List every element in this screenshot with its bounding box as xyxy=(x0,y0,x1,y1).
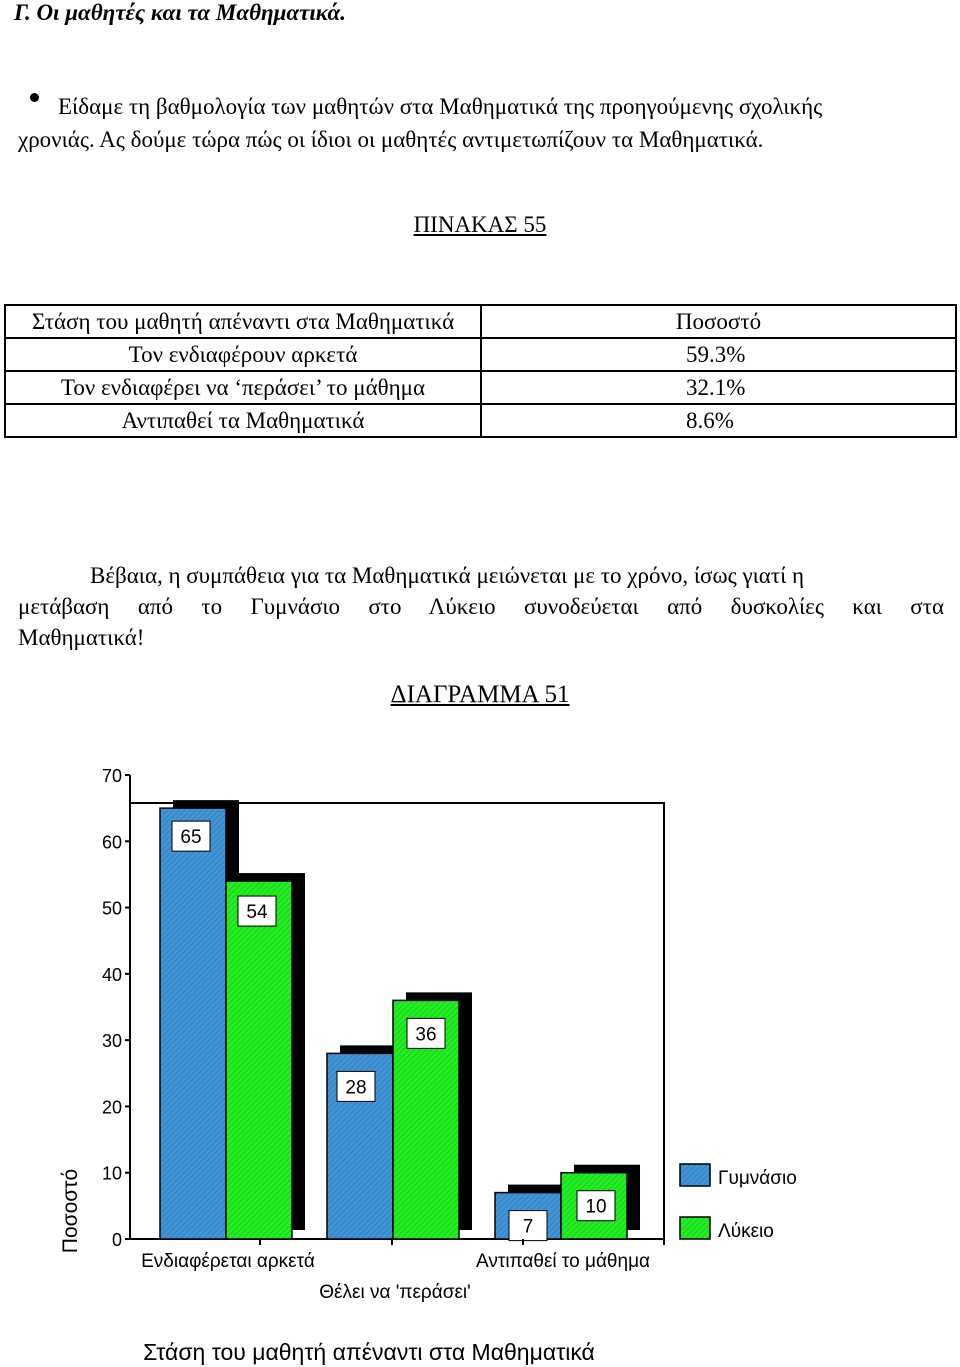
table-header-cell: Στάση του μαθητή απέναντι στα Μαθηματικά xyxy=(5,305,481,338)
data-label: 28 xyxy=(345,1077,367,1099)
para2-line-2: μετάβαση από το Γυμνάσιο στο Λύκειο συνοδεύεται από δυσκολίες και στα xyxy=(18,594,944,619)
body-paragraph xyxy=(18,560,944,653)
table-header-row xyxy=(5,305,956,338)
legend-swatch-hatch xyxy=(680,1217,710,1239)
intro-line-2: χρονιάς. Ας δούμε τώρα πώς οι ίδιοι οι μαθητές αντιμετωπίζουν τα Μαθηματικά. xyxy=(18,127,764,152)
bar-hatch xyxy=(226,881,292,1239)
data-label: 36 xyxy=(415,1024,437,1046)
para2-line-3: Μαθηματικά! xyxy=(18,625,145,650)
category-label: Θέλει να 'περάσει' xyxy=(319,1282,471,1303)
x-axis-label: Στάση του μαθητή απέναντι στα Μαθηματικά xyxy=(143,1339,595,1365)
table-row xyxy=(5,338,956,371)
section-heading: Γ. Οι μαθητές και τα Μαθηματικά. xyxy=(14,0,346,25)
y-tick-label: 0 xyxy=(111,1230,122,1250)
table-row xyxy=(5,371,956,404)
category-label: Ενδιαφέρεται αρκετά xyxy=(141,1251,315,1272)
legend-label: Γυμνάσιο xyxy=(718,1168,797,1189)
y-tick-label: 50 xyxy=(101,898,122,919)
y-tick-label: 70 xyxy=(101,766,122,786)
intro-line-1: Είδαμε τη βαθμολογία των μαθητών στα Μαθηματικά της προηγούμενης σχολικής xyxy=(58,94,823,119)
legend-label: Λύκειο xyxy=(718,1221,774,1242)
para2-line-1: Βέβαια, η συμπάθεια για τα Μαθηματικά μειώνεται με το χρόνο, ίσως γιατί η xyxy=(90,563,805,588)
data-label: 10 xyxy=(585,1196,607,1218)
y-tick-label: 10 xyxy=(101,1163,122,1184)
legend-swatch-hatch xyxy=(680,1164,710,1186)
table-cell: Τον ενδιαφέρουν αρκετά xyxy=(5,338,481,371)
diagram-title: ΔΙΑΓΡΑΜΜΑ 51 xyxy=(390,681,570,708)
category-label: Αντιπαθεί το μάθημα xyxy=(476,1251,650,1272)
y-tick-label: 60 xyxy=(101,832,122,853)
data-label: 65 xyxy=(180,827,202,849)
table-cell: 8.6% xyxy=(481,404,956,437)
data-label: 7 xyxy=(522,1216,534,1238)
y-tick-label: 30 xyxy=(101,1031,122,1052)
table-row xyxy=(5,404,956,437)
table-cell: Τον ενδιαφέρει να ‘περάσει’ το μάθημα xyxy=(5,371,481,404)
table-cell: 59.3% xyxy=(481,338,956,371)
data-table xyxy=(4,304,957,438)
table-cell: Αντιπαθεί τα Μαθηματικά xyxy=(5,404,481,437)
data-label: 54 xyxy=(246,902,268,924)
y-tick-label: 40 xyxy=(101,964,122,985)
bar-hatch xyxy=(160,808,226,1239)
table-title: ΠΙΝΑΚΑΣ 55 xyxy=(413,212,547,237)
y-tick-label: 20 xyxy=(101,1097,122,1118)
table-header-cell: Ποσοστό xyxy=(481,305,956,338)
bar-chart xyxy=(0,740,960,1367)
intro-paragraph xyxy=(18,90,948,156)
table-cell: 32.1% xyxy=(481,371,956,404)
y-axis-label: Ποσοστό xyxy=(59,1168,82,1254)
